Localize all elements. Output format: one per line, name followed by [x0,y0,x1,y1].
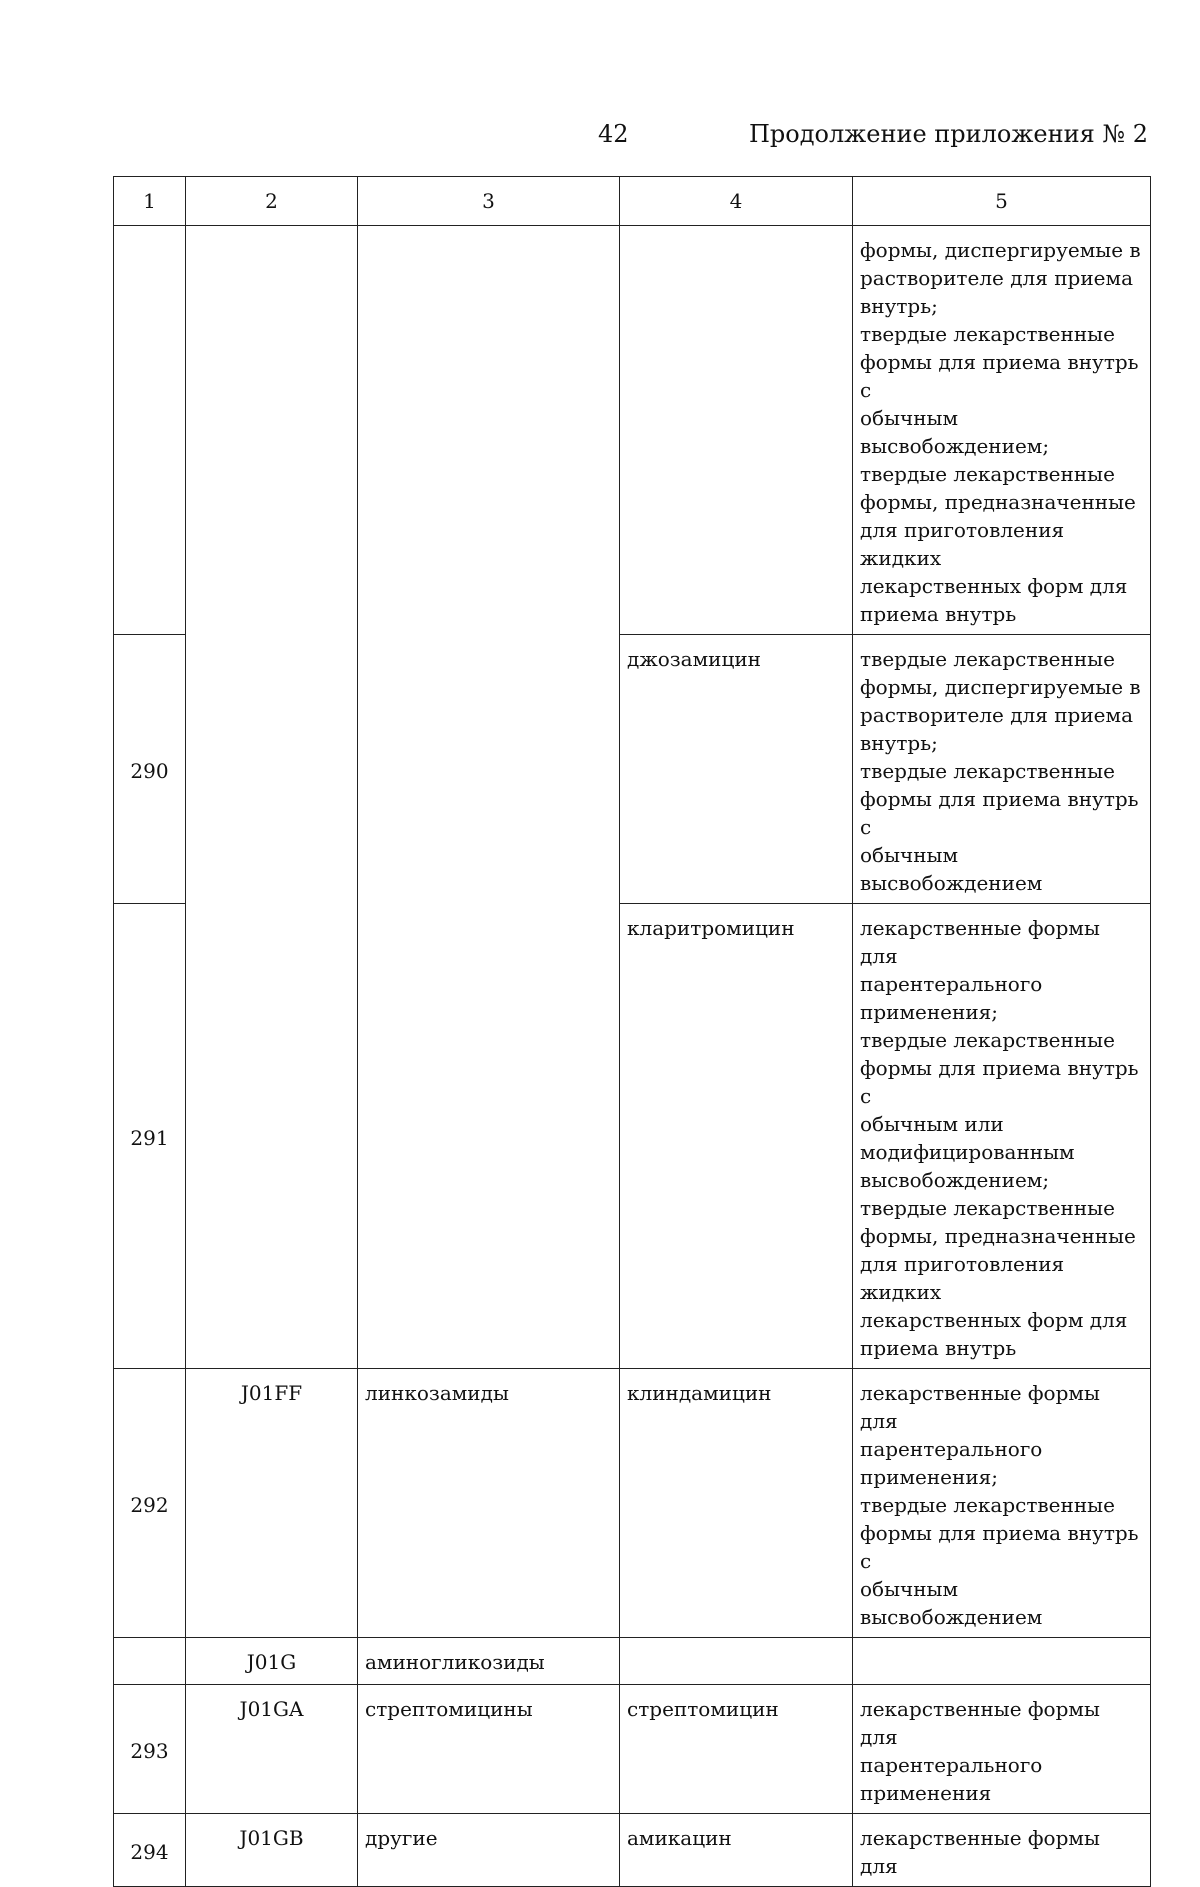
column-header: 1 [114,177,186,226]
atc-code-cell: J01GB [186,1814,358,1887]
atc-code-cell: J01G [186,1638,358,1685]
table-row [114,1638,1151,1685]
dosage-forms-text: лекарственные формы для парентерального применения; твердые лекарственные формы для приема внутрь с обычным высвобождением [860,1381,1139,1629]
dosage-forms-cell [853,904,1151,1369]
group-cell: стрептомицины [358,1685,620,1814]
drug-table [113,176,1151,1887]
column-header: 4 [620,177,853,226]
row-number-cell: 293 [114,1685,186,1814]
table-row [114,1814,1151,1887]
column-header: 3 [358,177,620,226]
column-header: 2 [186,177,358,226]
table-row [114,1369,1151,1638]
dosage-forms-cell: лекарственные формы для [853,1814,1151,1887]
table-row [114,1685,1151,1814]
dosage-forms-cell [853,226,1151,635]
dosage-forms-text: лекарственные формы для парентерального применения; твердые лекарственные формы для приема внутрь с обычным или модифицированным высвобождением; твердые лекарственные формы, предназначенные для приготовления жидких лекарственных форм для приема внутрь [860,916,1139,1360]
drug-cell: стрептомицин [620,1685,853,1814]
row-number-cell [114,226,186,635]
appendix-note: Продолжение приложения № 2 [748,120,1148,148]
row-number-cell: 294 [114,1814,186,1887]
table-row [114,226,1151,635]
dosage-forms-cell [853,1638,1151,1685]
column-header: 5 [853,177,1151,226]
drug-cell: амикацин [620,1814,853,1887]
atc-code-cell [186,226,358,1369]
dosage-forms-cell [853,1369,1151,1638]
drug-cell: кларитромицин [620,904,853,1369]
row-number-cell [114,1638,186,1685]
group-cell: другие [358,1814,620,1887]
page-number: 42 [598,120,629,148]
drug-cell: клиндамицин [620,1369,853,1638]
group-cell: линкозамиды [358,1369,620,1638]
drug-cell [620,226,853,635]
row-number-cell: 292 [114,1369,186,1638]
atc-code-cell: J01GA [186,1685,358,1814]
dosage-forms-text: формы, диспергируемые в растворителе для приема внутрь; твердые лекарственные формы для приема внутрь с обычным высвобождением; твердые лекарственные формы, предназначенные для приготовления жидких лекарственных форм для приема внутрь [860,238,1141,626]
table-header-row [114,177,1151,226]
dosage-forms-text: лекарственные формы для парентерального применения [860,1697,1100,1805]
dosage-forms-text: твердые лекарственные формы, диспергируемые в растворителе для приема внутрь; твердые лекарственные формы для приема внутрь с обычным высвобождением [860,647,1141,895]
dosage-forms-cell [853,1685,1151,1814]
row-number-cell: 291 [114,904,186,1369]
group-cell: аминогликозиды [358,1638,620,1685]
atc-code-cell: J01FF [186,1369,358,1638]
row-number-cell: 290 [114,635,186,904]
drug-cell [620,1638,853,1685]
dosage-forms-cell [853,635,1151,904]
group-cell [358,226,620,1369]
drug-cell: джозамицин [620,635,853,904]
